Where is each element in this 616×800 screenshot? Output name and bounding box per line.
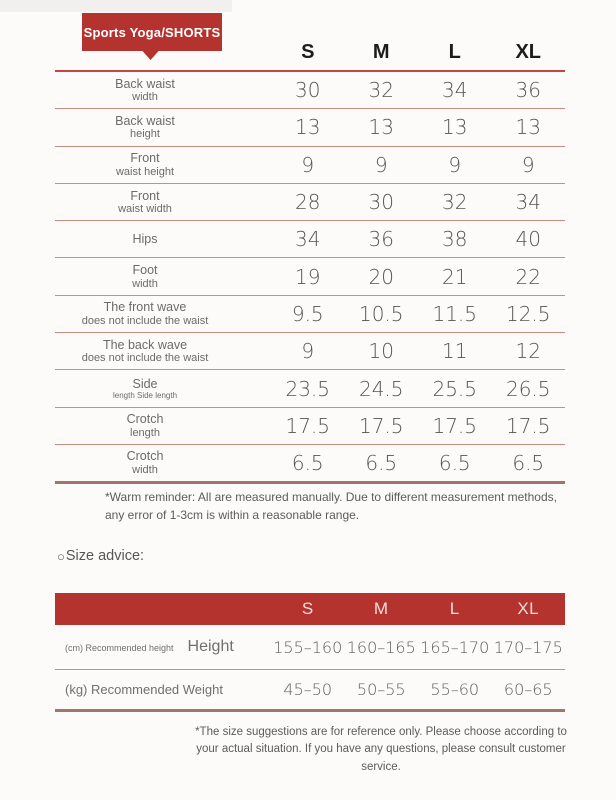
measurement-value: 6.5 [291, 450, 324, 475]
row-label [55, 114, 271, 141]
measurement-value: 32 [368, 78, 394, 103]
measurement-value: 13 [442, 115, 468, 140]
size-advice-title-text: Size advice: [65, 548, 145, 564]
measurement-value: 40 [515, 227, 541, 252]
size-advice-title [57, 548, 144, 564]
measurement-value: 23.5 [285, 376, 331, 401]
label-column-spacer [55, 46, 271, 52]
measurement-value: 19 [295, 264, 321, 289]
weight-value: 50–55 [356, 680, 406, 699]
height-label: Height [187, 638, 234, 655]
measurement-value: 30 [368, 190, 394, 215]
size-column-header: M [372, 40, 390, 63]
row-label-line2: waist width [118, 202, 172, 215]
measurement-value: 20 [368, 264, 394, 289]
row-label-line1: Back waist [115, 76, 175, 91]
recommended-height-row [55, 625, 565, 670]
measurement-value: 17.5 [285, 413, 331, 438]
row-label-line1: The back wave [102, 337, 188, 352]
measurement-value: 9 [448, 152, 462, 177]
row-label [55, 338, 271, 365]
recommended-weight-row [55, 670, 565, 712]
measurement-value: 10.5 [358, 301, 404, 326]
row-label [55, 449, 271, 476]
row-label [55, 232, 271, 246]
row-label-line2: height [130, 128, 160, 141]
row-label-line2: does not include the waist [81, 314, 209, 327]
table-row [55, 147, 565, 184]
row-label [55, 263, 271, 290]
row-label [55, 77, 271, 104]
table-row [55, 370, 565, 407]
measurements-table [55, 70, 565, 484]
measurement-value: 9 [301, 339, 315, 364]
row-label-line2: width [132, 91, 158, 104]
table-row [55, 221, 565, 258]
weight-value: 60–65 [503, 680, 553, 699]
height-unit-label: (cm) Recommended height [65, 643, 174, 653]
row-label [55, 151, 271, 178]
height-value: 165–170 [420, 637, 490, 657]
height-value: 155–160 [273, 637, 343, 657]
measurement-value: 13 [368, 115, 394, 140]
row-label [55, 300, 271, 327]
measurement-value: 9.5 [291, 301, 324, 326]
badge-label: Sports Yoga/SHORTS [83, 24, 221, 40]
table-row [55, 258, 565, 295]
size-column-header: L [448, 40, 461, 63]
measurement-value: 34 [515, 190, 541, 215]
measurement-value: 17.5 [432, 413, 478, 438]
table-row [55, 408, 565, 445]
measurement-value: 28 [295, 190, 321, 215]
measurement-value: 13 [295, 115, 321, 140]
measurement-value: 34 [442, 78, 468, 103]
size-column-header: S [301, 40, 315, 63]
measurement-value: 21 [442, 264, 468, 289]
measurement-value: 9 [521, 152, 535, 177]
row-label-line2: width [132, 277, 158, 290]
row-label-line2: waist height [115, 165, 175, 178]
row-label-line1: Crotch [126, 449, 164, 464]
size-suggestion-note: *The size suggestions are for reference only. Please choose according to your actual situation. If you have any questions, please consult customer service. [195, 726, 567, 773]
size-column-header: M [373, 599, 389, 618]
row-label-line1: Front [130, 151, 160, 166]
row-label-line1: Foot [132, 263, 158, 278]
measurement-value: 26.5 [505, 376, 551, 401]
row-label-line1: Side [132, 376, 158, 391]
measurement-value: 32 [442, 190, 468, 215]
size-advice-header-bar [55, 593, 565, 625]
row-label [55, 412, 271, 439]
table-row [55, 184, 565, 221]
top-strip [0, 0, 232, 12]
table-row [55, 333, 565, 370]
measurement-value: 17.5 [358, 413, 404, 438]
row-label-line2: length [130, 426, 160, 439]
size-column-header: XL [515, 40, 542, 63]
size-advice-table [55, 593, 565, 712]
measurement-value: 34 [295, 227, 321, 252]
measurement-value: 22 [515, 264, 541, 289]
measurement-value: 9 [374, 152, 388, 177]
warm-reminder-note: *Warm reminder: All are measured manually. Due to different measurement methods, any error of 1-3cm is within a reasonable range. [105, 490, 557, 522]
row-label-line2: width [132, 463, 158, 476]
row-label [55, 189, 271, 216]
measurement-value: 38 [442, 227, 468, 252]
measurement-value: 12 [515, 339, 541, 364]
measurement-value: 30 [295, 78, 321, 103]
size-column-header: S [301, 599, 314, 618]
weight-value: 45–50 [283, 680, 333, 699]
row-label-line2: length Side length [112, 391, 178, 401]
row-label-line1: The front wave [103, 300, 187, 315]
height-value: 170–175 [493, 637, 563, 657]
measurement-value: 25.5 [432, 376, 478, 401]
measurement-value: 12.5 [505, 301, 551, 326]
row-label-line2: does not include the waist [81, 352, 209, 365]
measurement-value: 36 [368, 227, 394, 252]
measurement-value: 6.5 [438, 450, 471, 475]
measurement-value: 36 [515, 78, 541, 103]
weight-value: 55–60 [430, 680, 480, 699]
height-value: 160–165 [346, 637, 416, 657]
table-row [55, 296, 565, 333]
measurement-value: 6.5 [512, 450, 545, 475]
table-row [55, 445, 565, 484]
measurement-value: 6.5 [365, 450, 398, 475]
row-label-line1: Hips [132, 232, 158, 247]
measurement-value: 13 [515, 115, 541, 140]
row-label [55, 377, 271, 401]
weight-row-label: (kg) Recommended Weight [65, 682, 223, 697]
measurement-value: 24.5 [358, 376, 404, 401]
row-label-line1: Back waist [115, 113, 175, 128]
size-columns-header [55, 28, 565, 70]
measurement-value: 10 [368, 339, 394, 364]
row-label-line1: Front [130, 188, 160, 203]
table-row [55, 72, 565, 109]
table-row [55, 109, 565, 146]
measurement-value: 17.5 [505, 413, 551, 438]
size-column-header: L [449, 599, 460, 618]
measurement-value: 11.5 [432, 301, 478, 326]
measurement-value: 11 [442, 339, 468, 364]
row-label-line1: Crotch [126, 412, 164, 427]
measurement-value: 9 [301, 152, 315, 177]
height-row-label [55, 638, 271, 656]
size-column-header: XL [517, 599, 540, 618]
circle-icon: ○ [57, 548, 65, 564]
